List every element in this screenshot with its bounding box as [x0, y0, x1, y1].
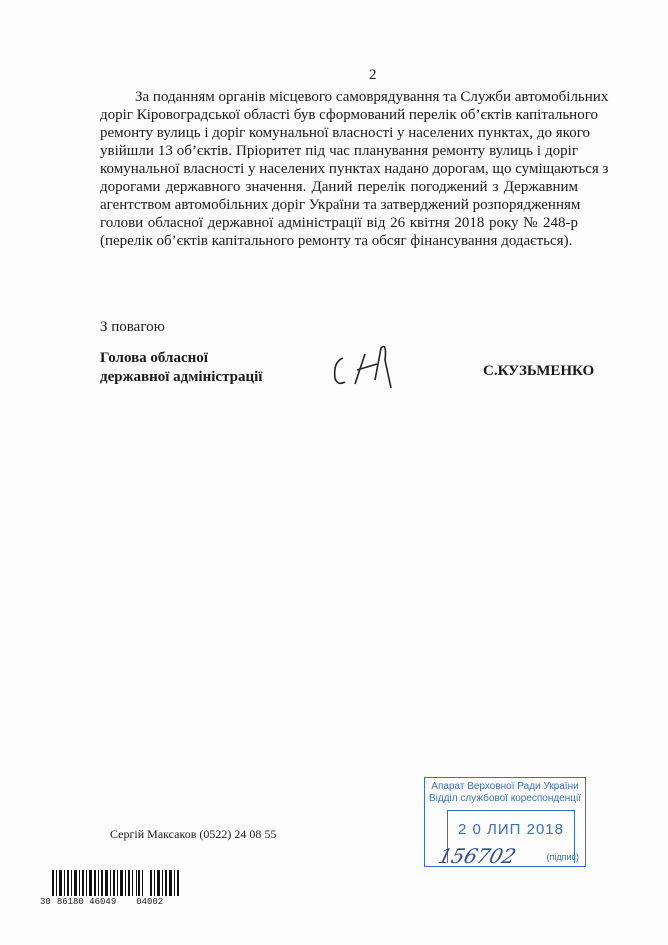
paragraph-line: дорогами державного значення. Даний перелік погоджений з Державним	[100, 179, 578, 195]
paragraph-line: голови обласної державної адміністрації від 26 квітня 2018 року № 248-р	[100, 215, 578, 231]
paragraph-line: увійшли 13 об’єктів. Пріоритет під час планування ремонту вулиць і доріг	[100, 143, 578, 159]
signatory-name: С.КУЗЬМЕНКО	[483, 363, 595, 379]
paragraph-line: За поданням органів місцевого самоврядування та Служби автомобільних	[135, 89, 609, 105]
barcode-digits: 30	[40, 897, 51, 907]
paragraph-line: ремонту вулиць і доріг комунальної власності у населених пунктах, до якого	[100, 125, 590, 141]
barcode-digits: 86180 46049	[56, 897, 117, 907]
handwritten-signature	[325, 340, 405, 395]
signatory-title-line: державної адміністрації	[100, 369, 263, 385]
paragraph-line: доріг Кіровоградської області був сформований перелік об’єктів капітального	[100, 107, 598, 123]
paragraph-line: агентством автомобільних доріг України та затверджений розпорядженням	[100, 197, 581, 213]
registration-stamp	[424, 777, 586, 867]
page-number: 2	[369, 67, 377, 83]
paragraph-line: комунальної власності у населених пунктах надано дорогам, що суміщаються з	[100, 161, 609, 177]
barcode-bars	[40, 868, 230, 896]
signatory-title-line: Голова обласної	[100, 350, 208, 366]
barcode-digits: 04002	[136, 897, 164, 907]
stamp-number: 156702	[435, 844, 519, 868]
stamp-date: 2 0 ЛИП 2018	[458, 821, 564, 838]
closing: З повагою	[100, 319, 165, 335]
barcode	[40, 868, 230, 907]
stamp-line: Апарат Верховної Ради України	[431, 781, 579, 792]
stamp-sign-label: (підпис)	[546, 852, 579, 862]
paragraph-line: (перелік об’єктів капітального ремонту та обсяг фінансування додається).	[100, 233, 573, 249]
contact-info: Сергій Максаков (0522) 24 08 55	[110, 827, 277, 841]
stamp-line: Відділ службової кореспонденції	[428, 793, 582, 804]
